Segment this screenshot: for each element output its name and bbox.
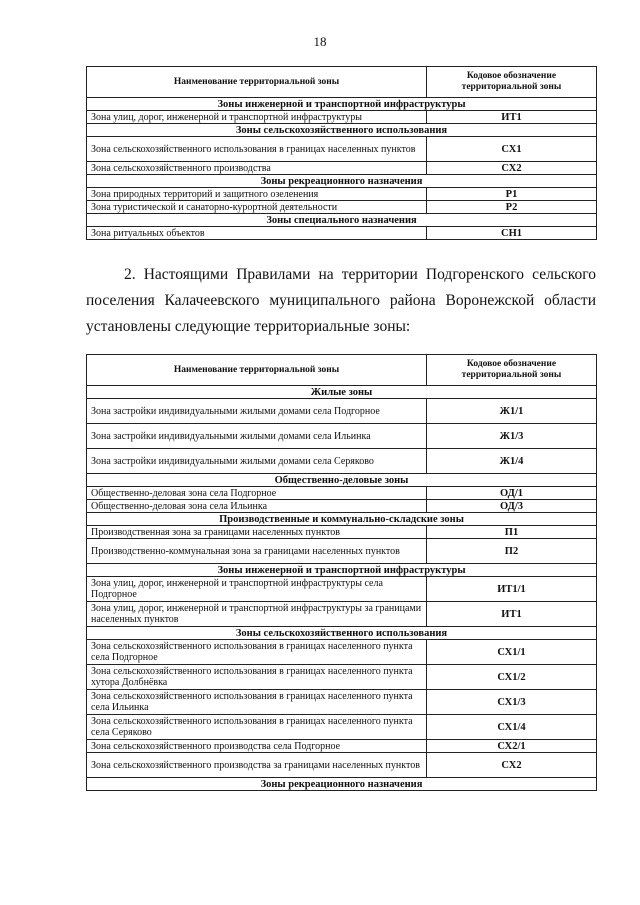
zone-name-cell: Зона улиц, дорог, инженерной и транспортной инфраструктуры за границами населенных пунктов [87,602,427,627]
section-row [87,386,597,399]
header-zone-code: Кодовое обозначение территориальной зоны [427,355,597,386]
table-row [87,690,597,715]
zone-name-cell: Зона застройки индивидуальными жилыми домами села Подгорное [87,399,427,424]
zone-code-cell: СХ2/1 [427,740,597,753]
zone-code-cell: П2 [427,539,597,564]
zones-table-1 [86,66,597,240]
table-row [87,526,597,539]
table-row [87,665,597,690]
zone-name-cell: Зона улиц, дорог, инженерной и транспортной инфраструктуры [87,111,427,124]
section-row [87,778,597,791]
zone-code-cell: СХ1/3 [427,690,597,715]
section-title: Зоны рекреационного назначения [87,778,597,791]
zone-name-cell: Зона ритуальных объектов [87,227,427,240]
table-row [87,162,597,175]
section-title: Зоны инженерной и транспортной инфраструктуры [87,98,597,111]
header-zone-name: Наименование территориальной зоны [87,355,427,386]
zone-name-cell: Зона застройки индивидуальными жилыми домами села Серяково [87,449,427,474]
zone-name-cell: Зона застройки индивидуальными жилыми домами села Ильинка [87,424,427,449]
zone-code-cell: СХ1/2 [427,665,597,690]
section-title: Зоны рекреационного назначения [87,175,597,188]
section-row [87,564,597,577]
zone-code-cell: СХ2 [427,753,597,778]
table-row [87,424,597,449]
section-title: Общественно-деловые зоны [87,474,597,487]
zone-code-cell: Ж1/4 [427,449,597,474]
zone-name-cell: Зона улиц, дорог, инженерной и транспортной инфраструктуры села Подгорное [87,577,427,602]
zone-name-cell: Зона природных территорий и защитного озеленения [87,188,427,201]
table-row [87,188,597,201]
zone-name-cell: Зона сельскохозяйственного производства села Подгорное [87,740,427,753]
section-row [87,627,597,640]
zone-name-cell: Общественно-деловая зона села Ильинка [87,500,427,513]
zone-code-cell: ОД/3 [427,500,597,513]
zone-name-cell: Производственно-коммунальная зона за границами населенных пунктов [87,539,427,564]
section-row [87,214,597,227]
zone-name-cell: Общественно-деловая зона села Подгорное [87,487,427,500]
section-row [87,98,597,111]
table-row [87,715,597,740]
zone-code-cell: ИТ1 [427,602,597,627]
zone-name-cell: Зона сельскохозяйственного использования в границах населенного пункта села Ильинка [87,690,427,715]
table-row [87,111,597,124]
header-zone-name: Наименование территориальной зоны [87,67,427,98]
table-header-row [87,355,597,386]
zone-name-cell: Зона сельскохозяйственного производства за границами населенных пунктов [87,753,427,778]
table-row [87,602,597,627]
section-row [87,474,597,487]
section-title: Производственные и коммунально-складские зоны [87,513,597,526]
section-title: Жилые зоны [87,386,597,399]
zone-code-cell: СХ1/4 [427,715,597,740]
zone-code-cell: ИТ1 [427,111,597,124]
zone-name-cell: Зона сельскохозяйственного использования в границах населенного пункта села Подгорное [87,640,427,665]
page-number: 18 [313,34,327,49]
zone-code-cell: Ж1/1 [427,399,597,424]
zone-name-cell: Зона сельскохозяйственного использования в границах населенных пунктов [87,137,427,162]
section-title: Зоны сельскохозяйственного использования [87,124,597,137]
zone-code-cell: Р1 [427,188,597,201]
header-zone-code: Кодовое обозначение территориальной зоны [427,67,597,98]
zone-code-cell: ОД/1 [427,487,597,500]
section-title: Зоны специального назначения [87,214,597,227]
section-title: Зоны сельскохозяйственного использования [87,627,597,640]
zone-code-cell: П1 [427,526,597,539]
zone-name-cell: Производственная зона за границами населенных пунктов [87,526,427,539]
section-row [87,175,597,188]
table-row [87,539,597,564]
table-row [87,227,597,240]
section-title: Зоны инженерной и транспортной инфраструктуры [87,564,597,577]
table-row [87,487,597,500]
table-row [87,399,597,424]
section-row [87,124,597,137]
section-row [87,513,597,526]
table-row [87,201,597,214]
zone-code-cell: СХ1 [427,137,597,162]
table-row [87,577,597,602]
table-row [87,753,597,778]
zone-code-cell: ИТ1/1 [427,577,597,602]
table-header-row [87,67,597,98]
table-row [87,137,597,162]
zone-code-cell: СН1 [427,227,597,240]
zone-name-cell: Зона сельскохозяйственного использования в границах населенного пункта хутора Долбнёвка [87,665,427,690]
zone-code-cell: СХ1/1 [427,640,597,665]
table-row [87,449,597,474]
body-paragraph: 2. Настоящими Правилами на территории Подгоренского сельского поселения Калачеевского муниципального района Воронежской области установлены следующие территориальные зоны: [86,266,596,335]
table-row [87,740,597,753]
zone-code-cell: СХ2 [427,162,597,175]
table-row [87,640,597,665]
zone-name-cell: Зона сельскохозяйственного использования в границах населенного пункта села Серяково [87,715,427,740]
zone-name-cell: Зона туристической и санаторно-курортной деятельности [87,201,427,214]
zone-code-cell: Ж1/3 [427,424,597,449]
table-row [87,500,597,513]
zone-code-cell: Р2 [427,201,597,214]
zone-name-cell: Зона сельскохозяйственного производства [87,162,427,175]
zones-table-2 [86,354,597,791]
